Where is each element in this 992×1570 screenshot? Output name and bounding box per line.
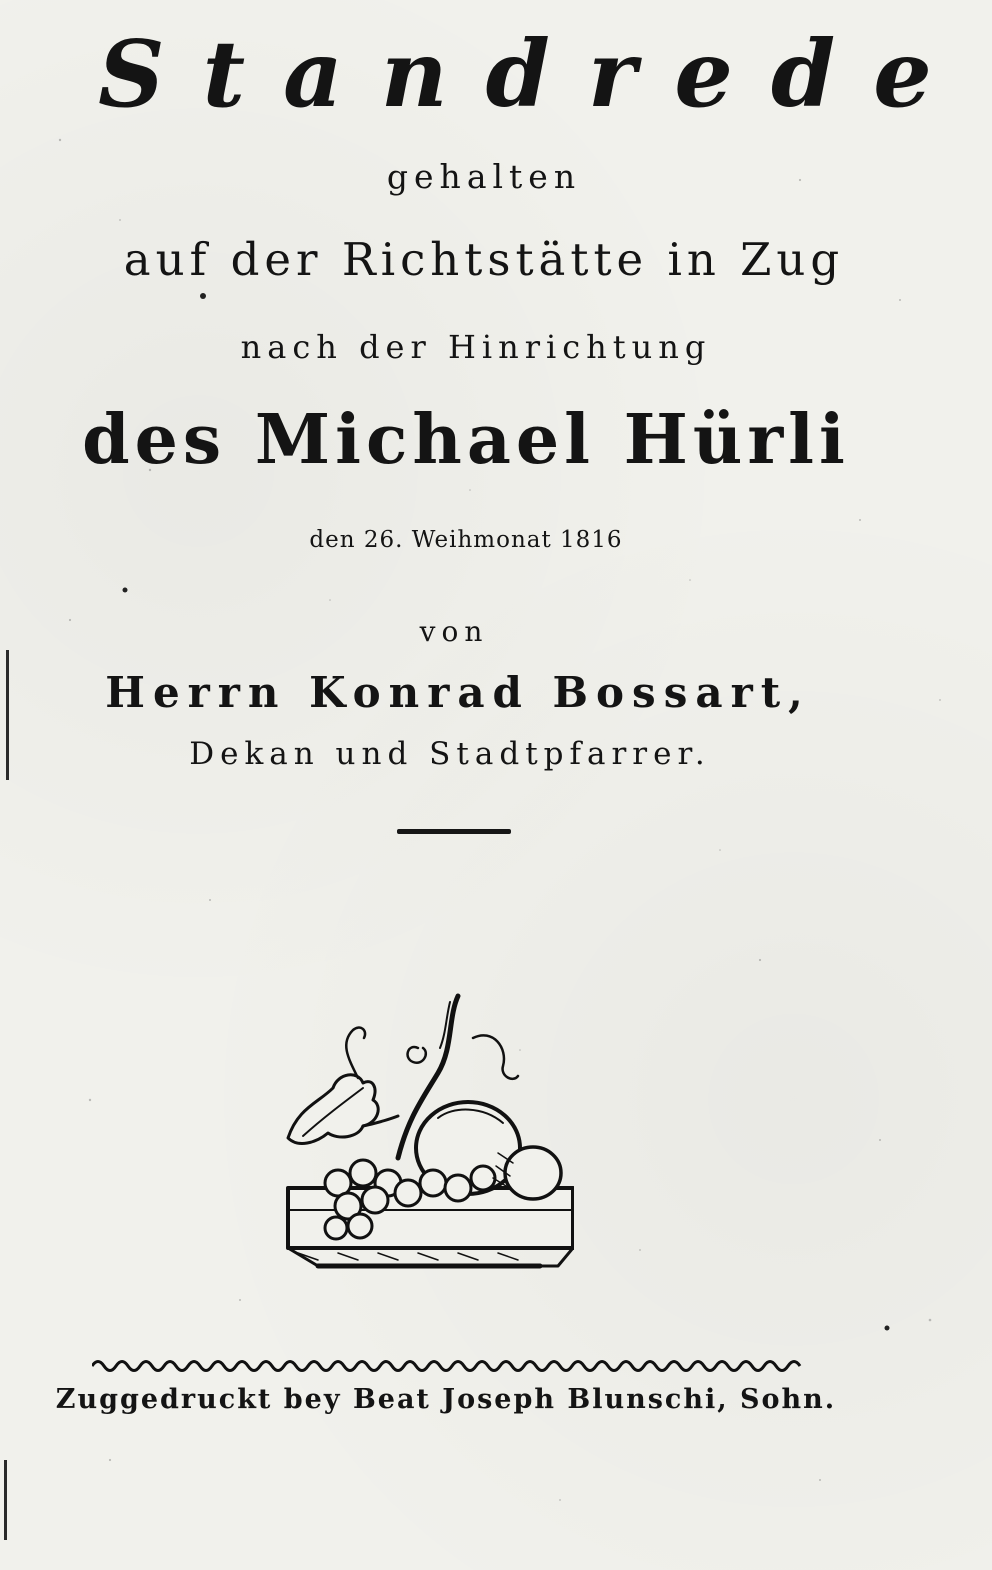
page-title: Standrede	[98, 20, 970, 128]
subtitle-execution: nach der Hinrichtung	[240, 328, 712, 366]
subject-name: des Michael Hürli	[82, 400, 850, 480]
section-divider-rule	[397, 829, 511, 834]
ornamental-wavy-rule	[92, 1355, 804, 1377]
author-name: Herrn Konrad Bossart,	[105, 668, 811, 717]
fruit-basket-vignette-icon	[278, 988, 574, 1278]
subtitle-place: auf der Richtstätte in Zug	[123, 233, 845, 286]
date-line: den 26. Weihmonat 1816	[309, 527, 623, 553]
subtitle-gehalten: gehalten	[386, 157, 582, 196]
author-office: Dekan und Stadtpfarrer.	[189, 736, 711, 772]
by-line: von	[419, 615, 489, 648]
left-edge-mark-lower	[4, 1460, 7, 1540]
printer-imprint: Zuggedruckt bey Beat Joseph Blunschi, Sohn.	[55, 1384, 837, 1415]
